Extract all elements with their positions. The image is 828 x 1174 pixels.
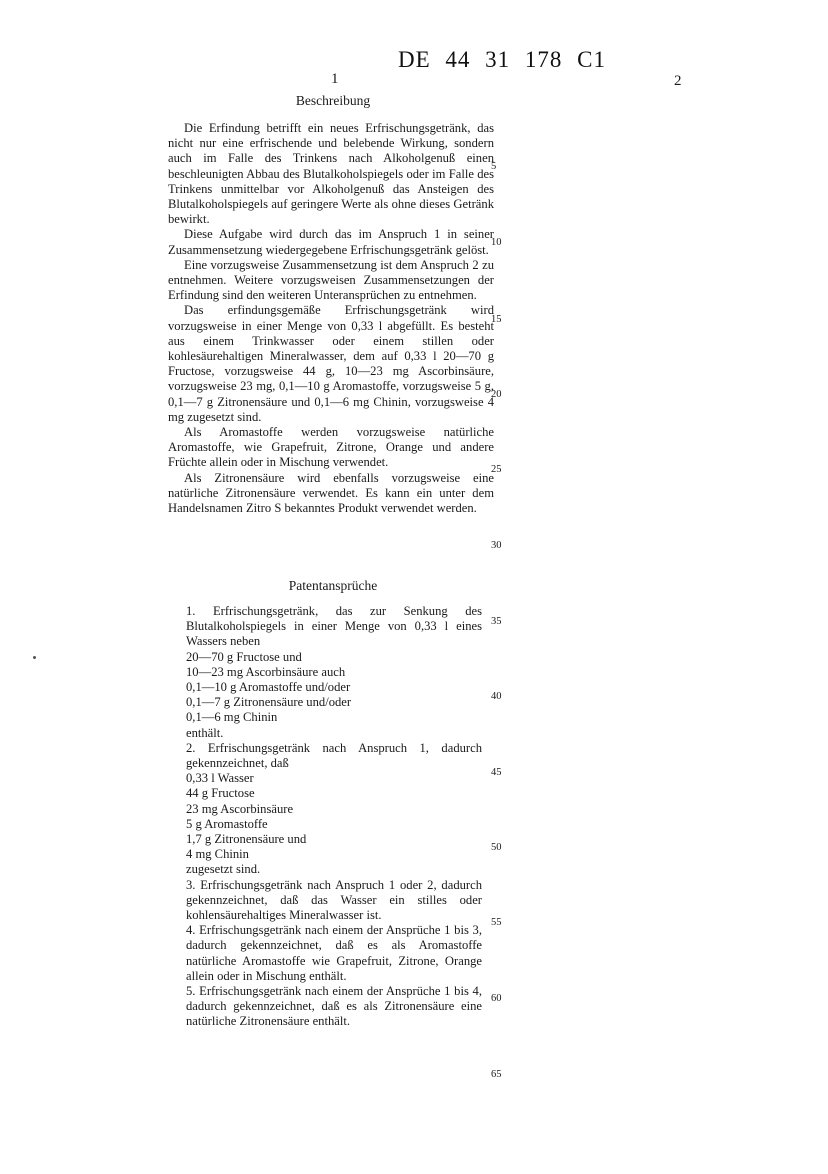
line-number: 60	[491, 993, 502, 1004]
column-number-left: 1	[331, 71, 339, 87]
claim-2-ingredient: 4 mg Chinin	[186, 847, 249, 862]
patent-number: DE 44 31 178 C1	[398, 47, 606, 72]
line-number: 55	[491, 917, 502, 928]
claims-body	[186, 604, 482, 1030]
description-paragraph: Diese Aufgabe wird durch das im Anspruch 1 in seiner Zusammensetzung wiedergegebene Erfrischungsgetränk gelöst.	[168, 227, 494, 257]
claim-2	[186, 741, 482, 878]
line-number: 15	[491, 314, 502, 325]
claim-1-ingredient: 0,1—6 mg Chinin	[186, 710, 278, 725]
claim-1	[186, 604, 482, 741]
column-number-right: 2	[674, 73, 682, 89]
description-paragraph: Als Zitronensäure wird ebenfalls vorzugsweise eine natürliche Zitronensäure verwendet. Es kann ein unter dem Handelsnamen Zitro S bekanntes Produkt verwendet werden.	[168, 470, 494, 516]
claim-1-ingredient: 0,1—10 g Aromastoffe und/oder	[186, 680, 351, 695]
claim-1-ingredient: 10—23 mg Ascorbinsäure auch	[186, 664, 346, 679]
description-paragraph: Das erfindungsgemäße Erfrischungsgetränk wird vorzugsweise in einer Menge von 0,33 l abgefüllt. Es besteht aus einem Trinkwasser oder einem stillen oder kohlesäurehaltigen Mineralwasser, dem auf 0,33 l 20—70 g Fructose, vorzugsweise 44 g, 10—23 mg Ascorbinsäure, vorzugsweise 23 mg, 0,1—10 g Aromastoffe, vorzugsweise 5 g, 0,1—7 g Zitronensäure und 0,1—6 mg Chinin, vorzugsweise 4 mg zugesetzt sind.	[168, 303, 494, 424]
claim-2-ingredient: 1,7 g Zitronensäure und	[186, 832, 307, 847]
claim-1-ingredient: 0,1—7 g Zitronensäure und/oder	[186, 695, 352, 710]
description-title: Beschreibung	[295, 93, 371, 108]
description-paragraph: Als Aromastoffe werden vorzugsweise natürliche Aromastoffe, wie Grapefruit, Zitrone, Orange und andere Früchte allein oder in Mischung verwendet.	[168, 425, 494, 470]
claim-2-ingredient: 44 g Fructose	[186, 786, 255, 801]
line-number: 30	[491, 540, 502, 551]
line-number: 35	[491, 616, 502, 627]
claim-3: 3. Erfrischungsgetränk nach Anspruch 1 oder 2, dadurch gekennzeichnet, daß das Wasser ein stilles oder kohlensäurehaltiges Mineralwasser ist.	[186, 877, 482, 923]
line-number: 50	[491, 842, 502, 853]
claim-2-ingredient: 0,33 l Wasser	[186, 771, 254, 786]
line-number: 5	[491, 161, 497, 172]
description-body	[168, 121, 494, 516]
claim-2-intro: 2. Erfrischungsgetränk nach Anspruch 1, dadurch gekennzeichnet, daß	[186, 740, 482, 771]
claim-2-ending: zugesetzt sind.	[186, 862, 261, 877]
claims-title: Patentansprüche	[288, 578, 378, 593]
claim-4: 4. Erfrischungsgetränk nach einem der Ansprüche 1 bis 3, dadurch gekennzeichnet, daß es als Aromastoffe natürliche Aromastoffe wie Grapefruit, Zitrone, Orange allein oder in Mischung enthält.	[186, 923, 482, 983]
line-number: 40	[491, 691, 502, 702]
description-paragraph: Eine vorzugsweise Zusammensetzung ist dem Anspruch 2 zu entnehmen. Weitere vorzugsweisen Zusammensetzungen der Erfindung sind den weiteren Unteransprüchen zu entnehmen.	[168, 257, 494, 303]
claim-2-ingredient: 5 g Aromastoffe	[186, 816, 268, 831]
line-number: 10	[491, 237, 502, 248]
claim-1-ending: enthält.	[186, 725, 224, 740]
scan-speck	[33, 656, 36, 659]
line-number: 65	[491, 1069, 502, 1080]
claim-1-ingredient: 20—70 g Fructose und	[186, 649, 302, 664]
claim-2-ingredient: 23 mg Ascorbinsäure	[186, 801, 294, 816]
line-number: 25	[491, 464, 502, 475]
claim-1-intro: 1. Erfrischungsgetränk, das zur Senkung des Blutalkoholspiegels in einer Menge von 0,33 l eines Wassers neben	[186, 604, 482, 649]
line-number: 45	[491, 767, 502, 778]
line-number: 20	[491, 389, 502, 400]
description-paragraph: Die Erfindung betrifft ein neues Erfrischungsgetränk, das nicht nur eine erfrischende und belebende Wirkung, sondern auch im Falle des Trinkens nach Alkoholgenuß einen beschleunigten Abbau des Blutalkoholspiegels oder im Falle des Trinkens unmittelbar vor Alkoholgenuß das Ansteigen des Blutalkoholspiegels auf geringere Werte als ohne dieses Getränk bewirkt.	[168, 121, 494, 227]
claim-5: 5. Erfrischungsgetränk nach einem der Ansprüche 1 bis 4, dadurch gekennzeichnet, daß es als Zitronensäure eine natürliche Zitronensäure enthält.	[186, 984, 482, 1029]
